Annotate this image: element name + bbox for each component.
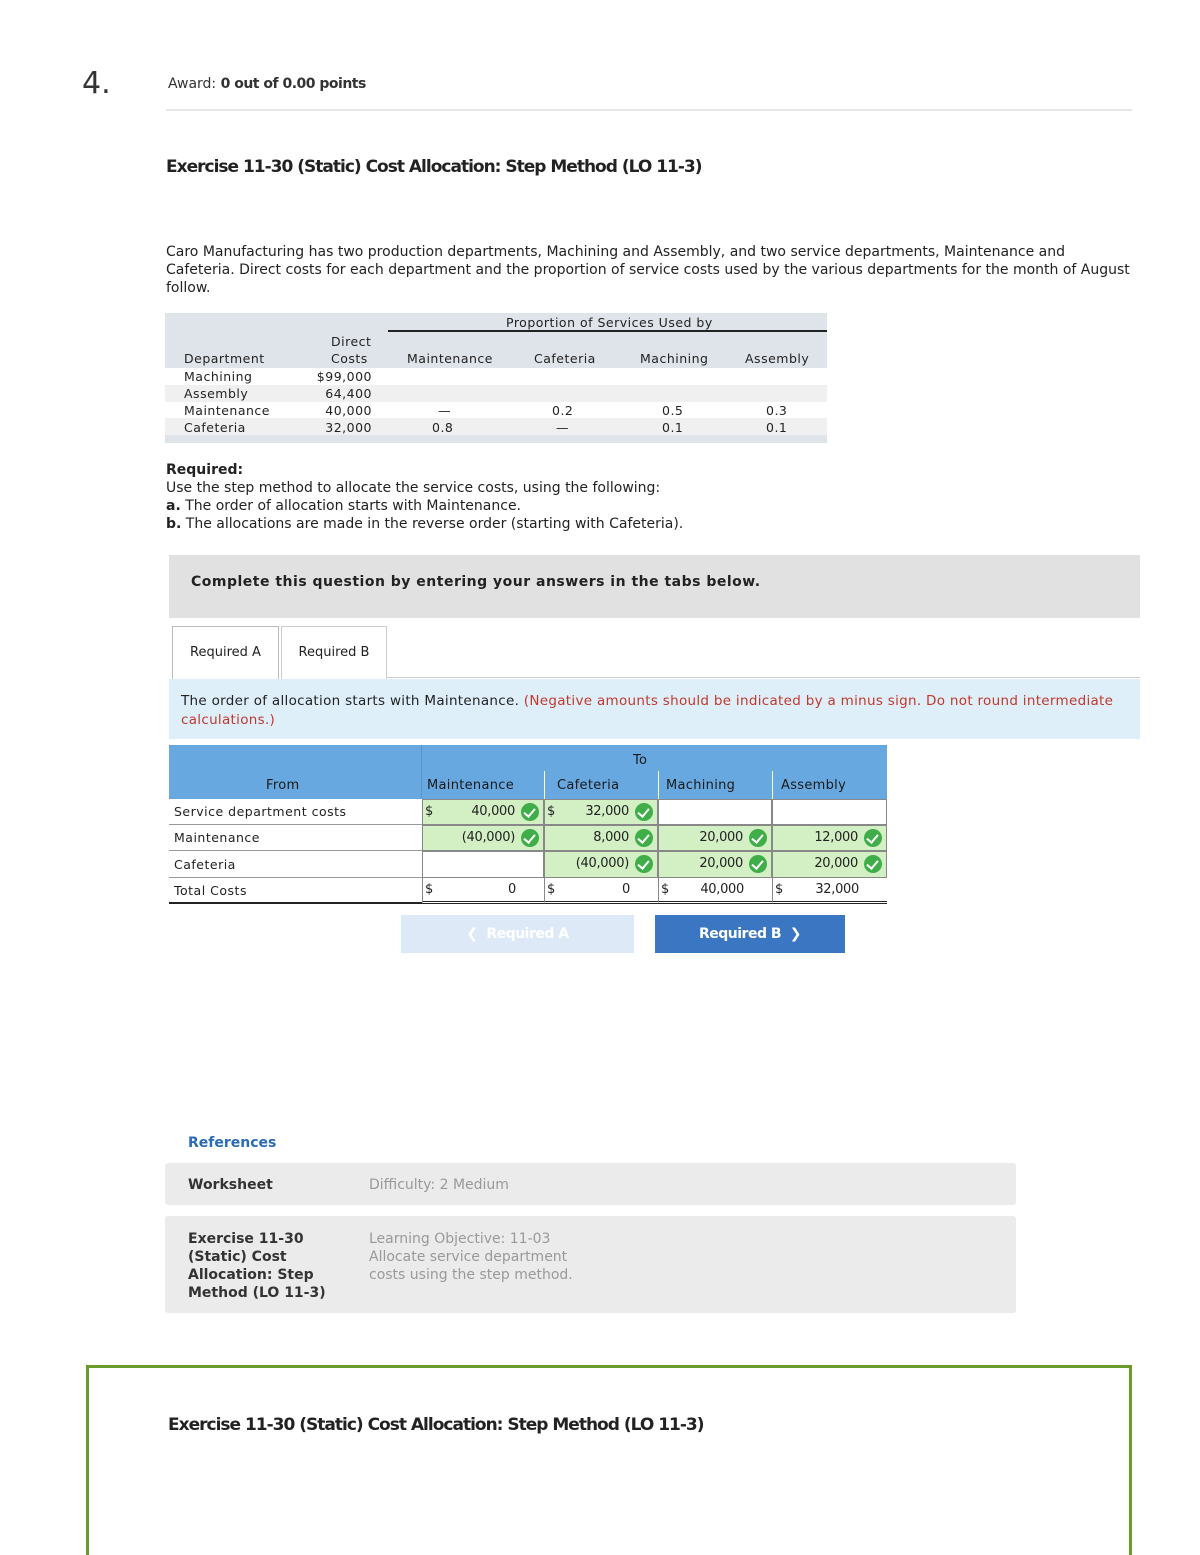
input-value: 40,000 xyxy=(471,804,515,819)
check-icon xyxy=(521,803,539,821)
table-row xyxy=(165,368,827,385)
award-line xyxy=(168,76,366,92)
input-value: 20,000 xyxy=(699,830,743,845)
input-value: 8,000 xyxy=(593,830,629,845)
dollar-sign: $ xyxy=(547,804,556,819)
required-a-label: a. xyxy=(166,498,181,514)
row-caf: 0.2 xyxy=(552,403,574,418)
required-b xyxy=(166,515,683,533)
row-direct: 40,000 xyxy=(325,403,372,418)
row-dept: Assembly xyxy=(184,386,249,401)
check-icon xyxy=(635,803,653,821)
prev-label: Required A xyxy=(486,926,569,942)
required-section xyxy=(166,461,683,533)
header-divider xyxy=(772,771,773,799)
next-label: Required B xyxy=(698,926,782,942)
input-value: 32,000 xyxy=(585,804,629,819)
allocation-table xyxy=(169,745,887,905)
instruction-banner xyxy=(169,555,1140,618)
prev-required-a-button[interactable] xyxy=(401,915,634,953)
table-row xyxy=(169,799,422,825)
row-caf: — xyxy=(556,420,569,435)
direct-costs-table xyxy=(165,313,827,443)
col-department: Department xyxy=(184,351,265,366)
intro-paragraph: Caro Manufacturing has two production departments, Machining and Assembly, and two service departments, Maintenance and Cafeteria. Direct costs for each department and the proportion of service costs used by the various departments for the month of August follow. xyxy=(166,244,1130,296)
next-required-b-button[interactable] xyxy=(655,915,845,953)
input-value: 20,000 xyxy=(699,856,743,871)
chevron-right-icon: ❯ xyxy=(789,926,801,942)
dollar-sign: $ xyxy=(661,882,670,897)
proportion-header: Proportion of Services Used by xyxy=(506,315,713,330)
references-link[interactable]: References xyxy=(188,1135,277,1151)
header-rule xyxy=(388,330,827,332)
table-row xyxy=(165,385,827,402)
row-asm: 0.3 xyxy=(766,403,788,418)
exercise-frame xyxy=(86,1365,1132,1555)
to-label: To xyxy=(633,753,648,768)
col-direct-1: Direct xyxy=(331,334,372,349)
row-maint: 0.8 xyxy=(432,420,454,435)
tab-label: Required B xyxy=(298,645,370,660)
col-maintenance: Maintenance xyxy=(407,351,493,366)
input-value: 20,000 xyxy=(814,856,858,871)
row-direct: $99,000 xyxy=(316,369,372,384)
row-label: Service department costs xyxy=(174,804,347,819)
instruction-text: Complete this question by entering your answers in the tabs below. xyxy=(191,574,761,590)
col-machining: Machining xyxy=(666,778,736,793)
header-divider xyxy=(544,771,545,799)
cafeteria-assembly-input[interactable] xyxy=(772,851,887,878)
dollar-sign: $ xyxy=(775,882,784,897)
service-machining-cell xyxy=(658,799,772,825)
service-cafeteria-input[interactable] xyxy=(544,799,658,825)
maintenance-assembly-input[interactable] xyxy=(772,825,887,851)
tab-label: Required A xyxy=(190,645,261,660)
input-value: (40,000) xyxy=(575,856,629,871)
learning-objective: Learning Objective: 11-03 Allocate service department costs using the step method. xyxy=(369,1231,573,1283)
table-row xyxy=(165,418,827,435)
chevron-left-icon: ❮ xyxy=(466,926,478,942)
required-a-text: The order of allocation starts with Maintenance. xyxy=(180,498,522,514)
input-value: (40,000) xyxy=(461,830,515,845)
required-line: Use the step method to allocate the service costs, using the following: xyxy=(166,480,661,496)
cafeteria-cafeteria-input[interactable] xyxy=(544,851,658,878)
tab-message-note: (Negative amounts should be indicated by a minus sign. Do not round intermediate calculations.) xyxy=(181,693,1114,728)
award-prefix: Award: xyxy=(168,76,221,92)
total-machining xyxy=(658,878,772,904)
table-row xyxy=(169,878,422,904)
col-cafeteria: Cafeteria xyxy=(534,351,596,366)
check-icon xyxy=(749,855,767,873)
tab-message-text xyxy=(181,692,1121,730)
col-direct-2: Costs xyxy=(331,351,368,366)
divider xyxy=(166,109,1132,111)
worksheet-link[interactable]: Worksheet xyxy=(188,1177,273,1193)
row-direct: 32,000 xyxy=(325,420,372,435)
total-value: 32,000 xyxy=(815,882,859,897)
row-mach: 0.5 xyxy=(662,403,684,418)
row-dept: Machining xyxy=(184,369,253,384)
required-heading: Required: xyxy=(166,462,244,478)
total-value: 0 xyxy=(622,882,630,897)
award-value: 0 out of 0.00 points xyxy=(220,76,366,92)
tab-required-a[interactable] xyxy=(172,626,279,680)
maintenance-cafeteria-input[interactable] xyxy=(544,825,658,851)
exercise-title: Exercise 11-30 (Static) Cost Allocation: Step Method (LO 11-3) xyxy=(166,157,702,177)
question-number: 4. xyxy=(82,66,111,101)
tab-divider xyxy=(386,677,1140,678)
row-dept: Cafeteria xyxy=(184,420,246,435)
total-cafeteria xyxy=(544,878,658,904)
table-row xyxy=(169,851,422,878)
col-machining: Machining xyxy=(640,351,709,366)
table-row xyxy=(169,825,422,851)
col-assembly: Assembly xyxy=(781,778,847,793)
required-b-label: b. xyxy=(166,516,182,532)
row-maint: — xyxy=(438,403,451,418)
check-icon xyxy=(864,855,882,873)
dollar-sign: $ xyxy=(547,882,556,897)
row-mach: 0.1 xyxy=(662,420,684,435)
col-assembly: Assembly xyxy=(745,351,810,366)
required-a xyxy=(166,497,683,515)
row-dept: Maintenance xyxy=(184,403,270,418)
difficulty-text: Difficulty: 2 Medium xyxy=(369,1177,509,1193)
total-value: 0 xyxy=(508,882,516,897)
check-icon xyxy=(635,855,653,873)
dollar-sign: $ xyxy=(425,804,434,819)
cafeteria-machining-input[interactable] xyxy=(658,851,772,878)
total-maintenance xyxy=(422,878,544,904)
dollar-sign: $ xyxy=(425,882,434,897)
col-cafeteria: Cafeteria xyxy=(557,778,620,793)
row-label: Maintenance xyxy=(174,830,260,845)
header-divider xyxy=(658,771,659,799)
service-maintenance-input[interactable] xyxy=(422,799,544,825)
check-icon xyxy=(749,829,767,847)
col-maintenance: Maintenance xyxy=(427,778,515,793)
check-icon xyxy=(521,829,539,847)
row-label: Cafeteria xyxy=(174,857,236,872)
exercise-link[interactable]: Exercise 11-30 (Static) Cost Allocation: Step Method (LO 11-3) xyxy=(188,1231,326,1301)
check-icon xyxy=(635,829,653,847)
service-assembly-cell xyxy=(772,799,887,825)
row-direct: 64,400 xyxy=(325,386,372,401)
cafeteria-maintenance-cell xyxy=(422,851,544,878)
required-b-text: The allocations are made in the reverse order (starting with Cafeteria). xyxy=(181,516,684,532)
row-asm: 0.1 xyxy=(766,420,788,435)
table-footer xyxy=(165,435,827,443)
total-assembly xyxy=(772,878,887,904)
from-label: From xyxy=(266,778,300,793)
total-value: 40,000 xyxy=(700,882,744,897)
exercise-title-2: Exercise 11-30 (Static) Cost Allocation: Step Method (LO 11-3) xyxy=(168,1415,704,1435)
tab-message-main: The order of allocation starts with Maintenance. xyxy=(181,693,524,709)
reference-worksheet xyxy=(165,1163,1016,1205)
tab-required-b[interactable] xyxy=(281,626,387,679)
reference-exercise xyxy=(165,1216,1016,1313)
tab-message xyxy=(169,679,1140,739)
maintenance-machining-input[interactable] xyxy=(658,825,772,851)
input-value: 12,000 xyxy=(814,830,858,845)
maintenance-maintenance-input[interactable] xyxy=(422,825,544,851)
check-icon xyxy=(864,829,882,847)
row-label: Total Costs xyxy=(174,883,247,898)
